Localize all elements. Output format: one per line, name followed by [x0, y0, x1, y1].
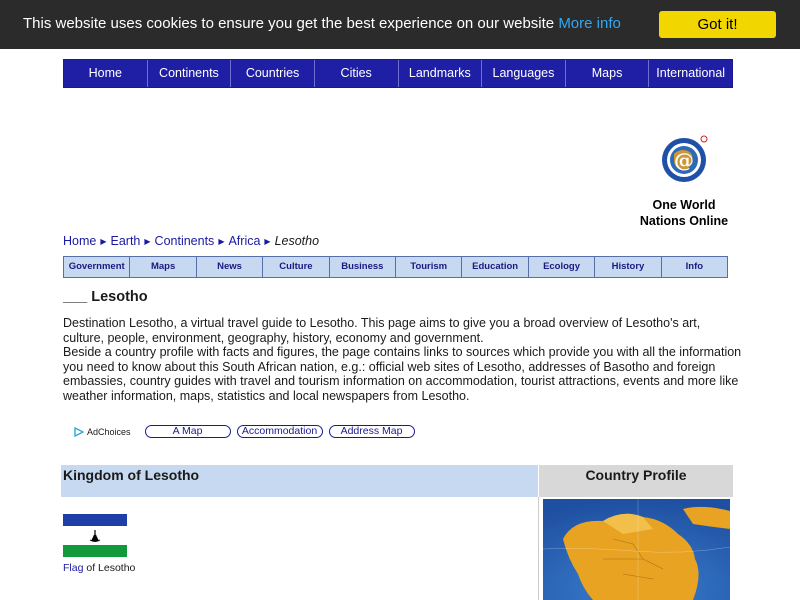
- more-info-link[interactable]: More info: [558, 15, 621, 32]
- flag-link[interactable]: Flag: [63, 562, 84, 574]
- subnav-tourism[interactable]: Tourism: [396, 257, 462, 277]
- page-title: ___ Lesotho: [63, 289, 148, 305]
- ad-link-a-map[interactable]: A Map: [145, 425, 231, 438]
- cookie-accept-button[interactable]: Got it!: [659, 11, 776, 38]
- breadcrumb-arrow-icon: ▶: [144, 236, 151, 246]
- subnav-education[interactable]: Education: [462, 257, 528, 277]
- kingdom-title: Kingdom of Lesotho: [63, 467, 200, 483]
- flag-caption: [63, 562, 135, 574]
- breadcrumb-arrow-icon: ▶: [100, 236, 107, 246]
- intro-text: [63, 316, 743, 404]
- breadcrumb-continents[interactable]: Continents: [154, 234, 215, 248]
- subnav-culture[interactable]: Culture: [263, 257, 329, 277]
- nav-maps[interactable]: Maps: [566, 60, 650, 87]
- breadcrumb-earth[interactable]: Earth: [110, 234, 141, 248]
- breadcrumb-arrow-icon: ▶: [218, 236, 225, 246]
- breadcrumb-arrow-icon: ▶: [264, 236, 271, 246]
- nations-online-logo-icon[interactable]: [660, 134, 710, 184]
- nav-continents[interactable]: Continents: [148, 60, 232, 87]
- cookie-banner: [0, 0, 800, 49]
- logo-text: [630, 197, 738, 229]
- intro-paragraph-2: Beside a country profile with facts and figures, the page contains links to sources which provide you with all the information you need to know about this South African nation, e.g.: official web sites of Lesotho, addresses of Basotho and foreign embassies, country guides with travel and tourism information on accommodation, tourist attractions, events and more like weather information, maps, statistics and local newspapers from Lesotho.: [63, 345, 742, 403]
- subnav-ecology[interactable]: Ecology: [529, 257, 595, 277]
- subnav-news[interactable]: News: [197, 257, 263, 277]
- flag-caption-text: of Lesotho: [83, 562, 136, 574]
- country-profile-title: Country Profile: [585, 467, 687, 483]
- ad-link-accommodation[interactable]: Accommodation: [237, 425, 323, 438]
- logo-line-1: One World: [652, 198, 716, 212]
- subnav-info[interactable]: Info: [685, 261, 704, 272]
- svg-text:@: @: [674, 148, 694, 172]
- adchoices-icon: [74, 427, 84, 437]
- africa-globe-map[interactable]: [543, 499, 730, 600]
- intro-paragraph-1: Destination Lesotho, a virtual travel guide to Lesotho. This page aims to give you a broad overview of Lesotho's art, culture, people, environment, geography, history, economy and government.: [63, 316, 701, 345]
- breadcrumb-africa[interactable]: Africa: [228, 234, 261, 248]
- nav-countries[interactable]: Countries: [231, 60, 315, 87]
- lesotho-flag[interactable]: [63, 514, 127, 557]
- nav-home[interactable]: Home: [64, 60, 148, 87]
- subnav-business[interactable]: Business: [330, 257, 396, 277]
- main-nav: [63, 59, 733, 88]
- breadcrumb-current: Lesotho: [274, 234, 320, 248]
- subnav-history[interactable]: History: [595, 257, 661, 277]
- subnav-government[interactable]: Government: [64, 257, 130, 277]
- adchoices-label: AdChoices: [87, 426, 131, 437]
- subnav-maps[interactable]: Maps: [130, 257, 196, 277]
- nav-languages[interactable]: Languages: [482, 60, 566, 87]
- nav-cities[interactable]: Cities: [315, 60, 399, 87]
- adchoices[interactable]: [74, 427, 131, 437]
- table-divider: [538, 497, 539, 600]
- breadcrumb-home[interactable]: Home: [63, 234, 97, 248]
- nav-landmarks[interactable]: Landmarks: [399, 60, 483, 87]
- ad-row: [74, 425, 421, 438]
- cookie-message: [23, 15, 621, 32]
- cookie-message-text: This website uses cookies to ensure you get the best experience on our website: [23, 15, 555, 32]
- nav-international[interactable]: International: [656, 66, 726, 80]
- breadcrumb: [63, 234, 319, 248]
- logo-line-2: Nations Online: [639, 214, 729, 228]
- ad-link-address-map[interactable]: Address Map: [329, 425, 415, 438]
- sub-nav: [63, 256, 728, 278]
